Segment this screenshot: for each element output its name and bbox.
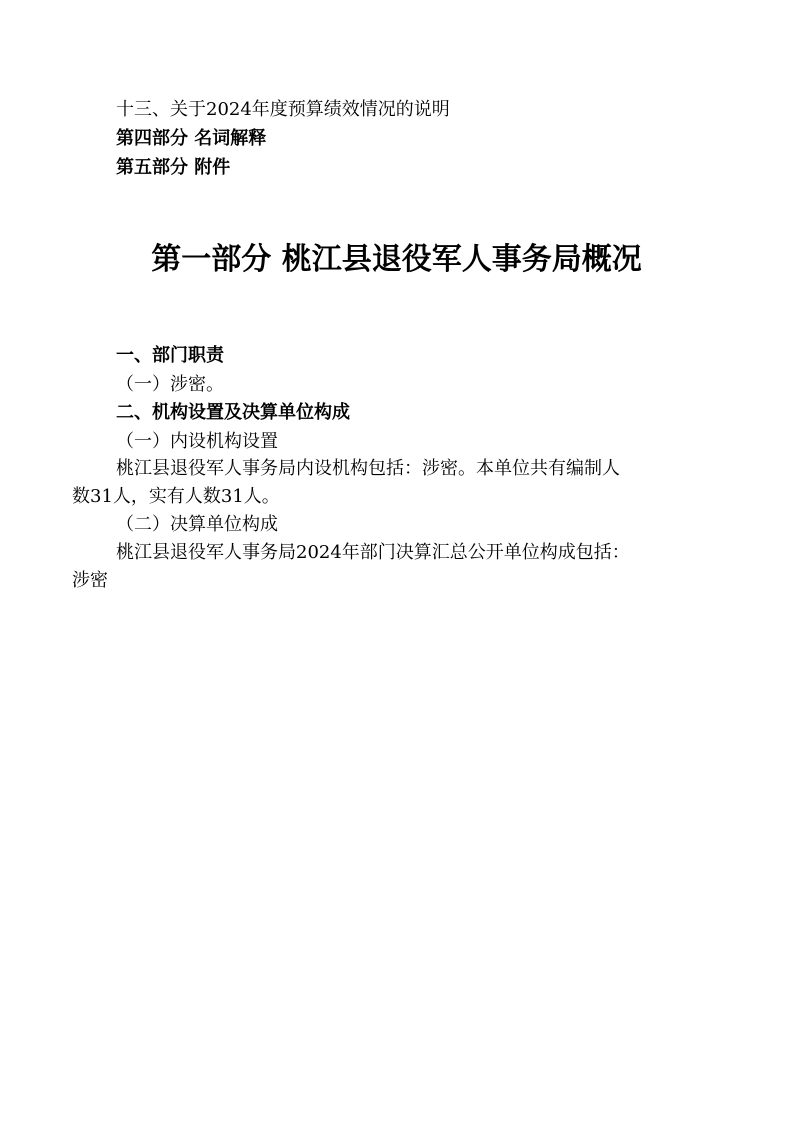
section2-sub1-para-line1: 桃江县退役军人事务局内设机构包括：涉密。本单位共有编制人 <box>116 458 620 479</box>
section2-sub1-heading: （一）内设机构设置 <box>116 431 278 452</box>
toc-item-13: 十三、关于2024年度预算绩效情况的说明 <box>116 99 450 120</box>
part1-title: 第一部分 桃江县退役军人事务局概况 <box>151 242 642 277</box>
section2-sub2-para-line1: 桃江县退役军人事务局2024年部门决算汇总公开单位构成包括： <box>116 542 630 563</box>
toc-part5: 第五部分 附件 <box>116 157 231 178</box>
section1-item1: （一）涉密。 <box>116 374 224 395</box>
section2-sub2-para-line2: 涉密 <box>72 570 108 591</box>
section2-heading: 二、机构设置及决算单位构成 <box>116 402 350 423</box>
section2-sub1-para-line2: 数31人，实有人数31人。 <box>72 486 280 507</box>
section1-heading: 一、部门职责 <box>116 345 224 366</box>
section2-sub2-heading: （二）决算单位构成 <box>116 514 278 535</box>
toc-part4: 第四部分 名词解释 <box>116 128 267 149</box>
